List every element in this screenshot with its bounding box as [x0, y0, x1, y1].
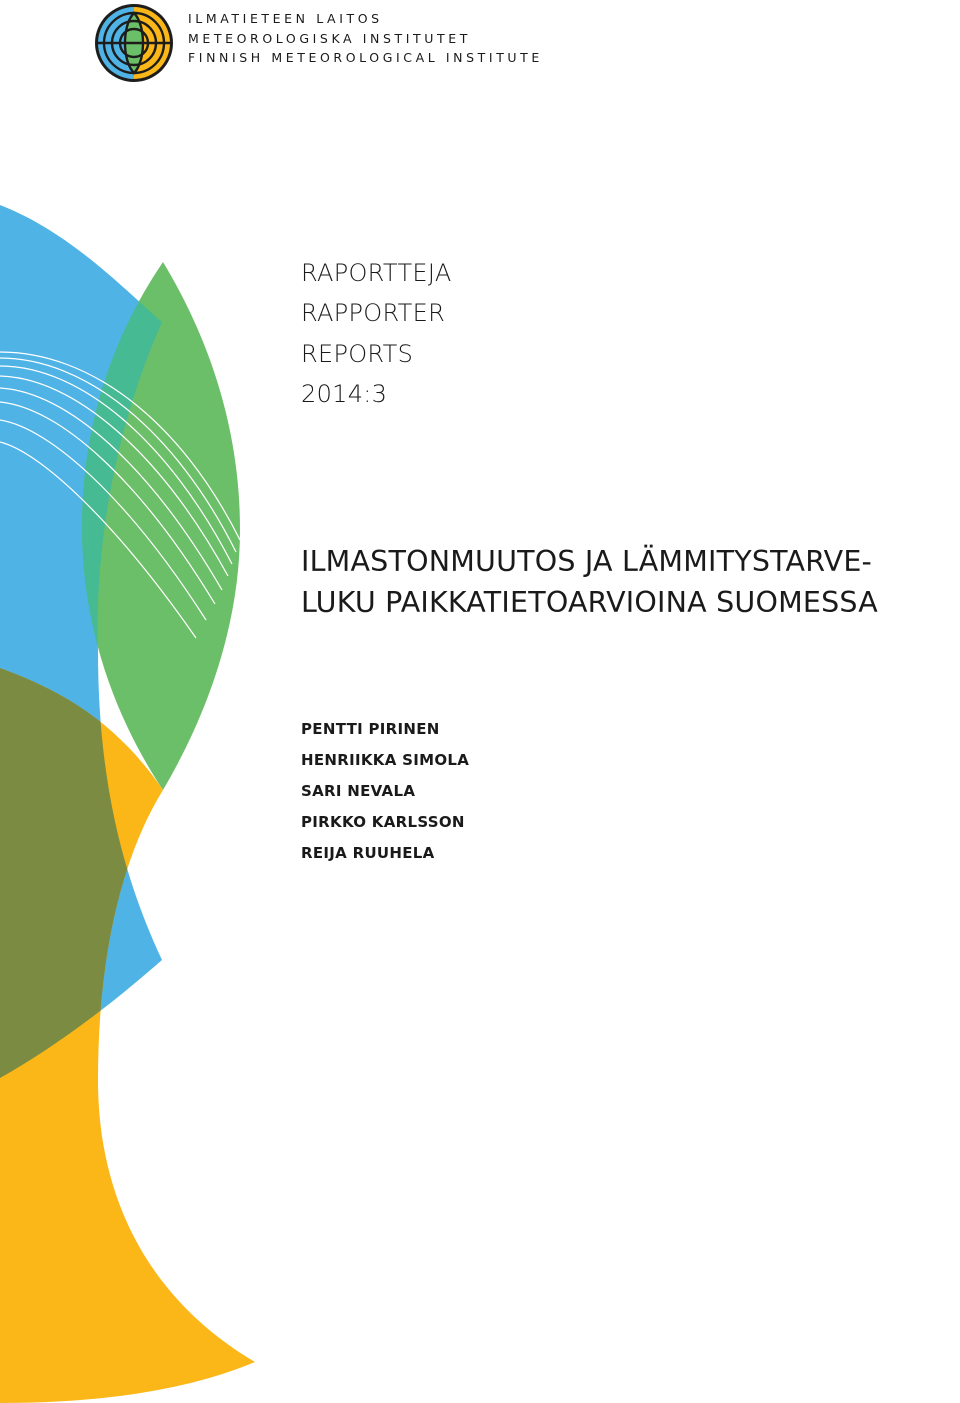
institute-name-swedish: METEOROLOGISKA INSTITUTET — [188, 30, 471, 46]
author-list — [301, 714, 469, 869]
series-label-finnish: RAPORTTEJA — [301, 259, 452, 287]
report-title — [301, 541, 960, 623]
author-name: PIRKKO KARLSSON — [301, 813, 465, 831]
institute-name — [188, 9, 543, 68]
institute-name-english: FINNISH METEOROLOGICAL INSTITUTE — [188, 50, 543, 65]
author-name: PENTTI PIRINEN — [301, 720, 440, 738]
fmi-logo — [94, 3, 174, 83]
report-series — [301, 253, 452, 414]
series-label-english: REPORTS — [301, 339, 414, 368]
author-name: SARI NEVALA — [301, 782, 416, 800]
series-number: 2014:3 — [301, 379, 388, 408]
title-line-2: LUKU PAIKKATIETOARVIOINA SUOMESSA — [301, 586, 878, 619]
author-name: HENRIIKKA SIMOLA — [301, 751, 470, 769]
institute-name-finnish: ILMATIETEEN LAITOS — [188, 11, 383, 26]
series-label-swedish: RAPPORTER — [301, 299, 446, 328]
title-line-1: ILMASTONMUUTOS JA LÄMMITYSTARVE- — [301, 545, 873, 578]
author-name: REIJA RUUHELA — [301, 844, 435, 862]
